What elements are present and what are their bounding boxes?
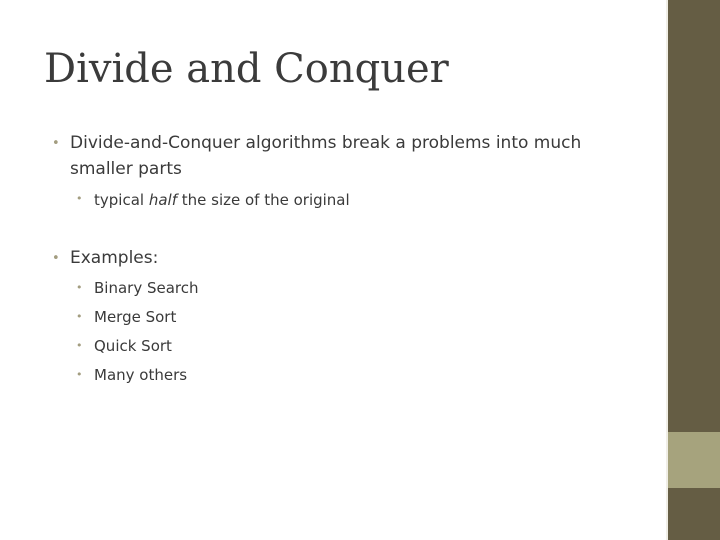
bullet-2-text: Examples: [70,248,159,268]
bullet-icon: • [52,251,60,266]
sub-bullet-text-before: typical [94,191,149,209]
sub-bullet-icon: • [76,310,83,323]
bullet-1-text-line1: Divide-and-Conquer algorithms break a problems into much [70,133,582,153]
sub-bullet-icon: • [76,192,83,205]
example-item: Merge Sort [94,308,177,326]
sub-bullet-1-text [94,190,350,210]
example-item: Quick Sort [94,337,172,355]
example-item: Many others [94,366,188,384]
sidebar-accent-block [668,432,720,488]
sub-bullet-icon: • [76,368,83,381]
sub-bullet-icon: • [76,281,83,294]
sub-bullet-icon: • [76,339,83,352]
bullet-1-text-line2: smaller parts [70,159,182,179]
example-item: Binary Search [94,279,199,297]
slide-title: Divide and Conquer [44,46,449,92]
sub-bullet-text-emphasis: half [148,191,177,209]
bullet-icon: • [52,136,60,151]
sub-bullet-text-after: the size of the original [176,191,350,209]
